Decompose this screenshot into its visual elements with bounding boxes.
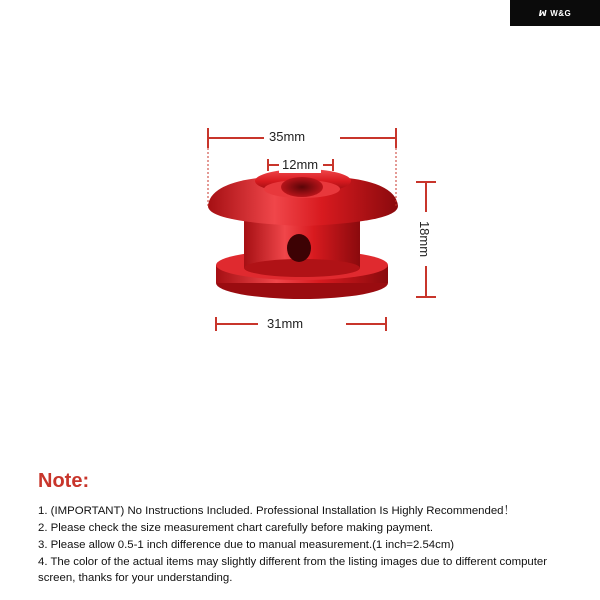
side-hole <box>287 234 311 262</box>
brand-logo-icon: ꟽ <box>538 8 548 18</box>
note-item-4: 4. The color of the actual items may slightly different from the listing images due to different computer screen, thanks for your understanding. <box>38 556 548 584</box>
dim-hole-diameter: 12mm <box>279 157 321 173</box>
note-item-1: 1. (IMPORTANT) No Instructions Included. Professional Installation Is Highly Recommended！ <box>38 505 515 517</box>
dim-base-diameter: 31mm <box>264 316 306 332</box>
center-hole <box>281 177 323 197</box>
body-cylinder <box>244 220 360 277</box>
note-item-2: 2. Please check the size measurement chart carefully before making payment. <box>38 522 434 534</box>
top-cap <box>208 169 398 226</box>
notes-title: Note: <box>38 470 90 492</box>
dim-height: 18mm <box>417 220 433 258</box>
dim-outer-diameter: 35mm <box>266 129 308 145</box>
notes-list <box>38 503 578 586</box>
note-item-3: 3. Please allow 0.5-1 inch difference due to manual measurement.(1 inch=2.54cm) <box>38 539 455 551</box>
notes-section <box>38 470 578 587</box>
brand-name: W&G <box>550 8 572 18</box>
